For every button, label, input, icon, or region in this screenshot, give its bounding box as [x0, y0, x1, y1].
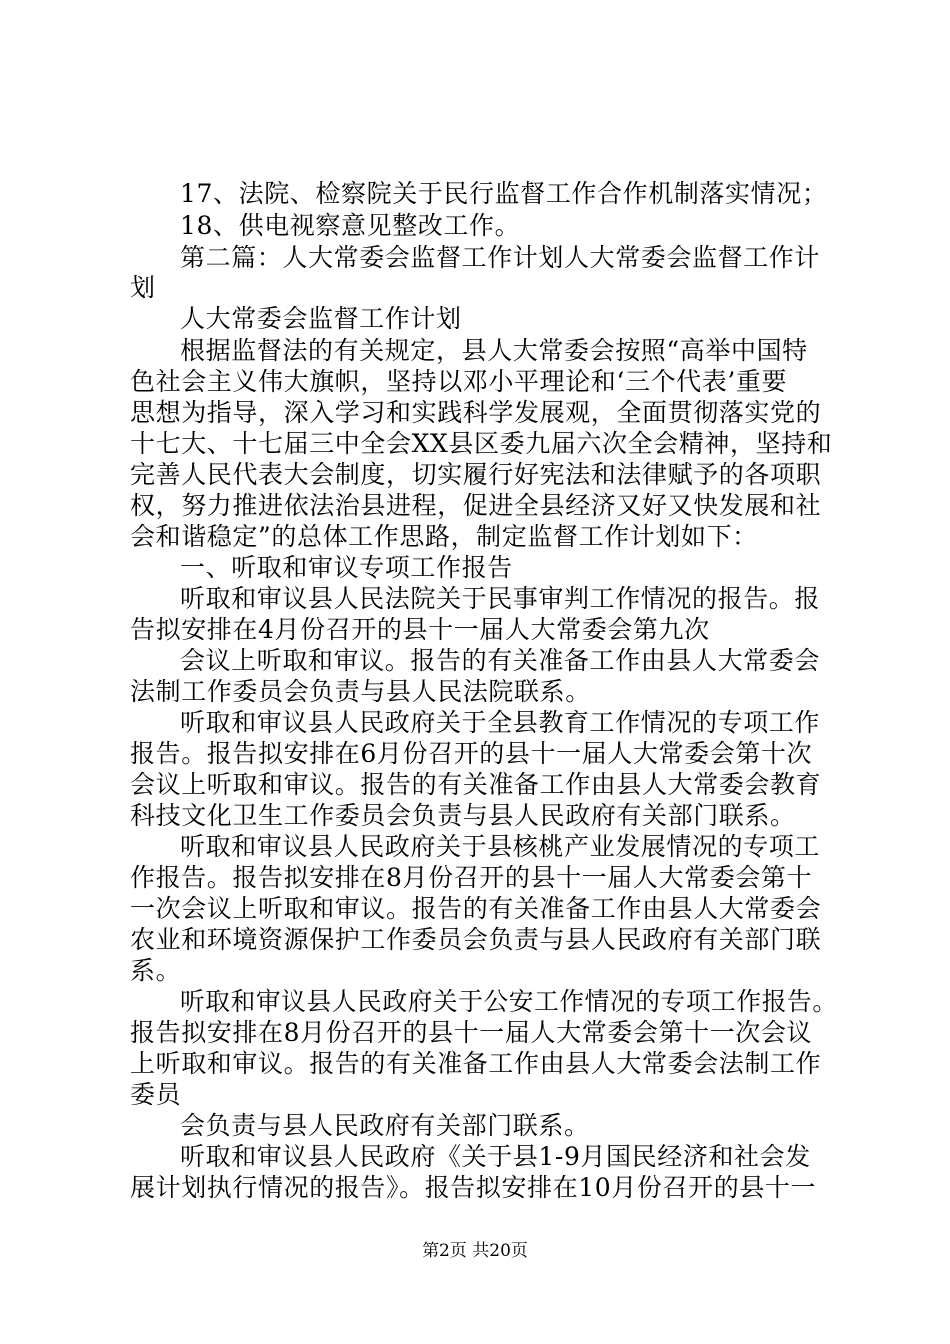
paragraph-line: 权，努力推进依法治县进程，促进全县经济又好又快发展和社 — [130, 491, 822, 520]
paragraph-line: 会和谐稳定”的总体工作思路，制定监督工作计划如下： — [130, 522, 758, 551]
paragraph-line: 会议上听取和审议。报告的有关准备工作由县人大常委会 — [180, 646, 821, 675]
document-title: 人大常委会监督工作计划 — [180, 304, 462, 333]
text-line: 17、法院、检察院关于民行监督工作合作机制落实情况； — [180, 179, 828, 208]
paragraph-line: 作报告。报告拟安排在8月份召开的县十一届人大常委会第十 — [130, 863, 813, 892]
paragraph-line: 科技文化卫生工作委员会负责与县人民政府有关部门联系。 — [130, 801, 796, 830]
paragraph-line: 十七大、十七届三中全会XX县区委九届六次全会精神，坚持和 — [130, 429, 833, 458]
paragraph-line: 报告拟安排在8月份召开的县十一届人大常委会第十一次会议 — [130, 1018, 813, 1047]
paragraph-line: 听取和审议县人民政府关于公安工作情况的专项工作报告。 — [180, 987, 838, 1016]
paragraph-line: 报告。报告拟安排在6月份召开的县十一届人大常委会第十次 — [130, 739, 813, 768]
paragraph-line: 法制工作委员会负责与县人民法院联系。 — [130, 677, 591, 706]
paragraph-line: 会负责与县人民政府有关部门联系。 — [180, 1111, 590, 1140]
section-heading-cont: 划 — [130, 273, 156, 302]
paragraph-line: 一次会议上听取和审议。报告的有关准备工作由县人大常委会 — [130, 894, 822, 923]
paragraph-line: 会议上听取和审议。报告的有关准备工作由县人大常委会教育 — [130, 770, 822, 799]
subsection-heading: 一、听取和审议专项工作报告 — [180, 553, 513, 582]
paragraph-line: 听取和审议县人民政府关于县核桃产业发展情况的专项工 — [180, 832, 821, 861]
page-footer — [0, 1240, 950, 1262]
paragraph-line: 展计划执行情况的报告》。报告拟安排在10月份召开的县十一 — [130, 1173, 817, 1202]
paragraph-line: 告拟安排在4月份召开的县十一届人大常委会第九次 — [130, 615, 710, 644]
paragraph-line: 色社会主义伟大旗帜，坚持以邓小平理论和‘三个代表’重要 — [130, 367, 788, 396]
paragraph-line: 根据监督法的有关规定，县人大常委会按照“高举中国特 — [180, 336, 808, 365]
section-heading: 第二篇：人大常委会监督工作计划人大常委会监督工作计 — [180, 243, 821, 272]
paragraph-line: 委员 — [130, 1080, 182, 1109]
paragraph-line: 听取和审议县人民政府《关于县1-9月国民经济和社会发 — [180, 1142, 811, 1171]
page-number: 第2页 共20页 — [422, 1241, 528, 1261]
paragraph-line: 听取和审议县人民政府关于全县教育工作情况的专项工作 — [180, 708, 821, 737]
paragraph-line: 农业和环境资源保护工作委员会负责与县人民政府有关部门联 — [130, 925, 822, 954]
paragraph-line: 完善人民代表大会制度，切实履行好宪法和法律赋予的各项职 — [130, 460, 822, 489]
paragraph-line: 系。 — [130, 956, 182, 985]
paragraph-line: 听取和审议县人民法院关于民事审判工作情况的报告。报 — [180, 584, 821, 613]
paragraph-line: 上听取和审议。报告的有关准备工作由县人大常委会法制工作 — [130, 1049, 822, 1078]
text-line: 18、供电视察意见整改工作。 — [180, 211, 521, 240]
paragraph-line: 思想为指导，深入学习和实践科学发展观，全面贯彻落实党的 — [130, 398, 822, 427]
